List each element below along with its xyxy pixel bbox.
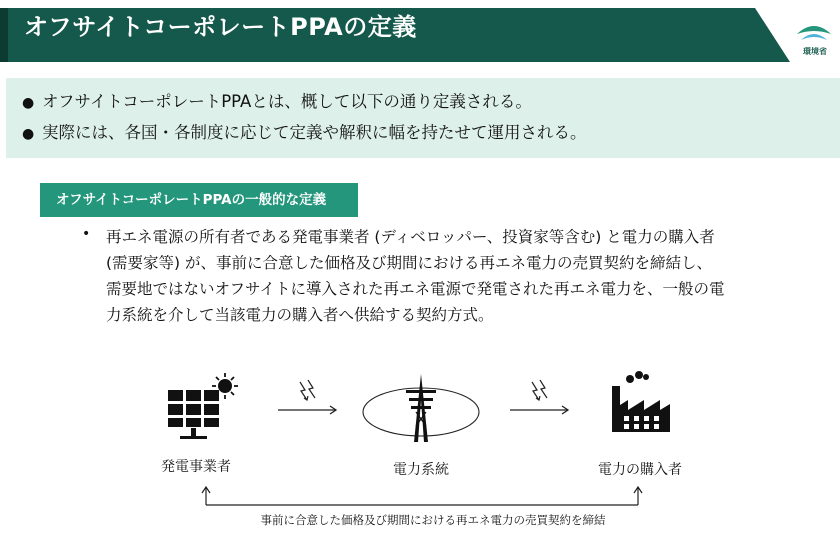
grid-label: 電力系統 bbox=[393, 462, 449, 478]
bullet-icon: ● bbox=[22, 126, 35, 142]
solar-panel-icon bbox=[168, 373, 238, 439]
definition-line: (需要家等) が、事前に合意した価格及び期間における再エネ電力の売買契約を締結し、 bbox=[106, 254, 713, 272]
summary-text: 実際には、各国・各制度に応じて定義や解釈に幅を持たせて運用される。 bbox=[42, 123, 587, 142]
lightning-icon bbox=[532, 380, 547, 400]
summary-item bbox=[22, 91, 532, 114]
summary-text: オフサイトコーポレートPPAとは、概して以下の通り定義される。 bbox=[42, 92, 532, 111]
ppa-diagram bbox=[0, 360, 840, 555]
definition-label: オフサイトコーポレートPPAの一般的な定義 bbox=[40, 183, 358, 217]
bullet-icon: ● bbox=[22, 95, 35, 111]
arrow-right-icon bbox=[510, 406, 568, 414]
definition-text bbox=[106, 224, 772, 328]
factory-icon bbox=[612, 371, 670, 432]
definition-line: 需要地ではないオフサイトに導入された再エネ電源で発電された再エネ電力を、一般の電 bbox=[106, 280, 725, 298]
contract-text: 事前に合意した価格及び期間における再エネ電力の売買契約を締結 bbox=[260, 513, 606, 527]
buyer-label: 電力の購入者 bbox=[598, 462, 682, 478]
logo-text: 環境省 bbox=[803, 47, 827, 56]
summary-item bbox=[22, 122, 587, 145]
definition-line: 再エネ電源の所有者である発電事業者 (ディベロッパー、投資家等含む) と電力の購入者 bbox=[106, 228, 715, 246]
page-title: オフサイトコーポレートPPAの定義 bbox=[24, 13, 417, 41]
lightning-icon bbox=[300, 380, 315, 400]
bullet-icon: • bbox=[82, 226, 91, 242]
contract-connector bbox=[202, 487, 642, 505]
title-accent bbox=[0, 8, 8, 62]
arrow-right-icon bbox=[278, 406, 336, 414]
summary-box bbox=[6, 78, 840, 158]
definition-line: 力系統を介して当該電力の購入者へ供給する契約方式。 bbox=[106, 306, 494, 324]
generator-label: 発電事業者 bbox=[161, 459, 231, 475]
definition-body bbox=[82, 224, 772, 328]
transmission-tower-icon bbox=[406, 374, 436, 442]
